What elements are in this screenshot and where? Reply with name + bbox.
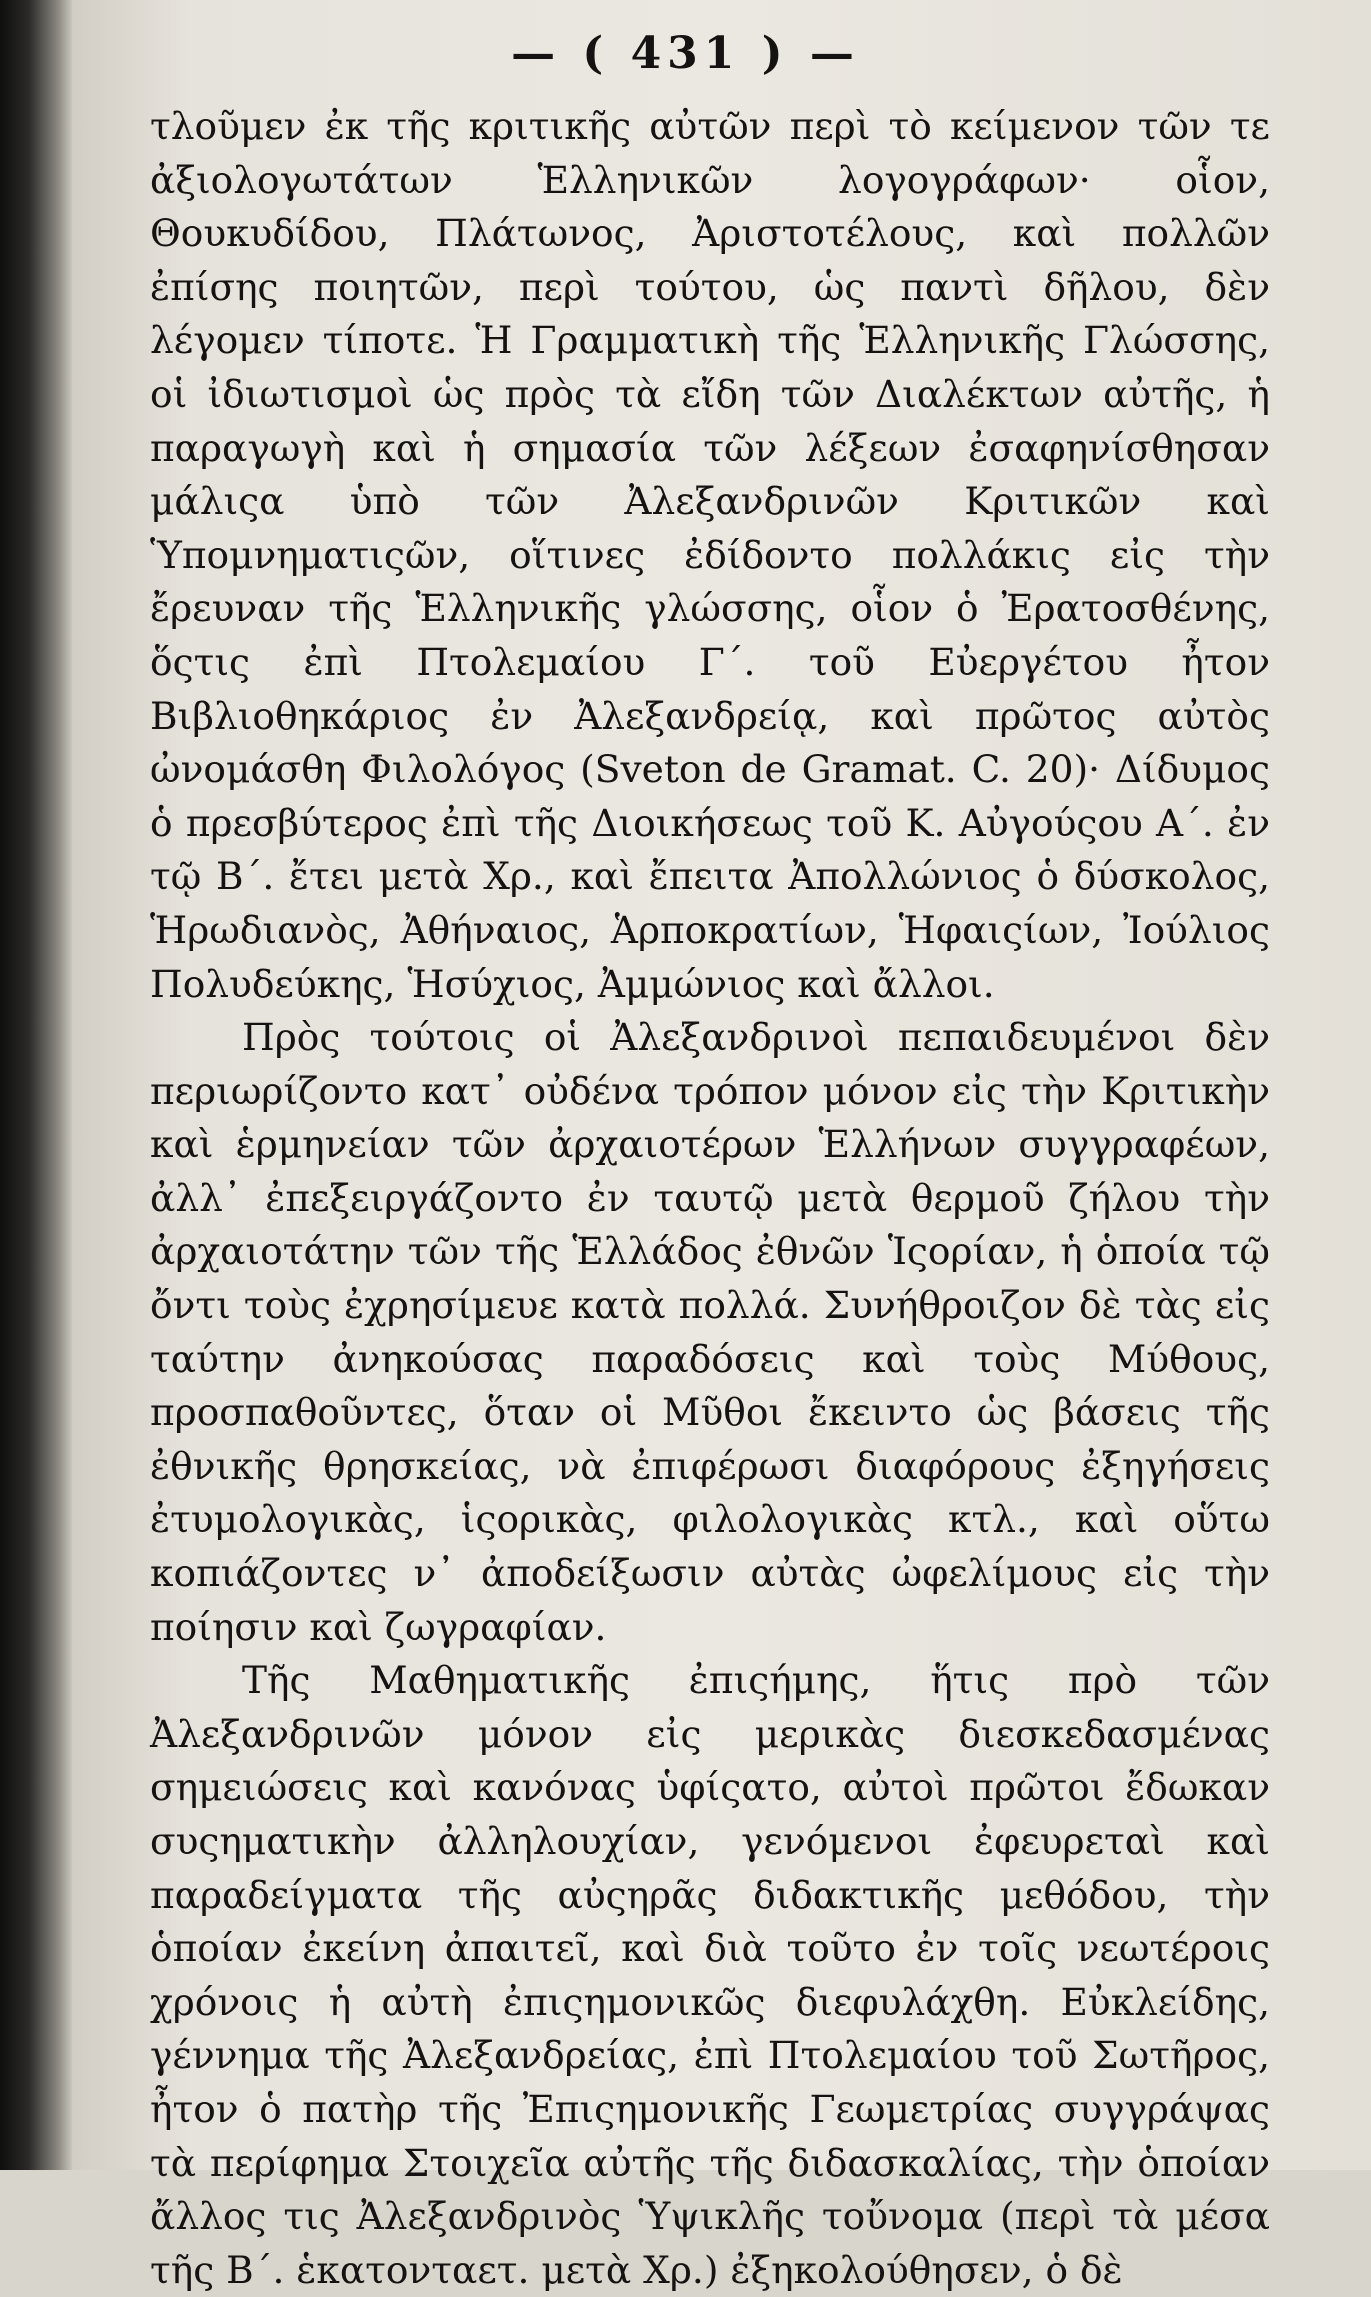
page-number-header: — ( 431 ) — — [511, 28, 860, 79]
body-text — [150, 100, 1270, 2292]
book-spine-shadow — [0, 0, 72, 2170]
paragraph-2: Πρὸς τούτοις οἱ Ἀλεξανδρινοὶ πεπαιδευμένοι δὲν περιωρίζοντο κατ᾽ οὐδένα τρόπον μόνον εἰς τὴν Κριτικὴν καὶ ἑρμηνείαν τῶν ἀρχαιοτέρων Ἑλλήνων συγγραφέων, ἀλλ᾽ ἐπεξειργάζοντο ἐν ταυτῷ μετὰ θερμοῦ ζήλου τὴν ἀρχαιοτάτην τῶν τῆς Ἑλλάδος ἐθνῶν Ἱςορίαν, ἡ ὁποία τῷ ὄντι τοὺς ἐχρησίμευε κατὰ πολλά. Συνήθροιζον δὲ τὰς εἰς ταύτην ἀνηκούσας παραδόσεις καὶ τοὺς Μύθους, προσπαθοῦντες, ὅταν οἱ Μῦθοι ἔκειντο ὡς βάσεις τῆς ἐθνικῆς θρησκείας, νὰ ἐπιφέρωσι διαφόρους ἐξηγήσεις ἐτυμολογικὰς, ἱςορικὰς, φιλολογικὰς κτλ., καὶ οὕτω κοπιάζοντες ν᾽ ἀποδείξωσιν αὐτὰς ὠφελίμους εἰς τὴν ποίησιν καὶ ζωγραφίαν. — [150, 1015, 1270, 1649]
paragraph-1: τλοῦμεν ἐκ τῆς κριτικῆς αὐτῶν περὶ τὸ κείμενον τῶν τε ἀξιολογωτάτων Ἑλληνικῶν λογογράφων· οἷον, Θουκυδίδου, Πλάτωνος, Ἀριστοτέλους, καὶ πολλῶν ἐπίσης ποιητῶν, περὶ τούτου, ὡς παντὶ δῆλου, δὲν λέγομεν τίποτε. Ἡ Γραμματικὴ τῆς Ἑλληνικῆς Γλώσσης, οἱ ἰδιωτισμοὶ ὡς πρὸς τὰ εἴδη τῶν Διαλέκτων αὐτῆς, ἡ παραγωγὴ καὶ ἡ σημασία τῶν λέξεων ἐσαφηνίσθησαν μάλιςα ὑπὸ τῶν Ἀλεξανδρινῶν Κριτικῶν καὶ Ὑπομνηματιςῶν, οἵτινες ἐδίδοντο πολλάκις εἰς τὴν ἔρευναν τῆς Ἑλληνικῆς γλώσσης, οἷον ὁ Ἐρατοσθένης, ὅςτις ἐπὶ Πτολεμαίου Γ΄. τοῦ Εὐεργέτου ἦτον Βιβλιοθηκάριος ἐν Ἀλεξανδρείᾳ, καὶ πρῶτος αὐτὸς ὠνομάσθη Φιλολόγος (Sveton de Gramat. C. 20)· Δίδυμος ὁ πρεσβύτερος ἐπὶ τῆς Διοικήσεως τοῦ Κ. Αὐγούςου Α΄. ἐν τῷ Β΄. ἔτει μετὰ Χρ., καὶ ἔπειτα Ἀπολλώνιος ὁ δύσκολος, Ἡρωδιανὸς, Ἀθήναιος, Ἁρποκρατίων, Ἡφαιςίων, Ἰούλιος Πολυδεύκης, Ἡσύχιος, Ἀμμώνιος καὶ ἄλλοι. — [150, 104, 1270, 1006]
paragraph-3: Τῆς Μαθηματικῆς ἐπιςήμης, ἥτις πρὸ τῶν Ἀλεξανδρινῶν μόνον εἰς μερικὰς διεσκεδασμένας σημειώσεις καὶ κανόνας ὑφίςατο, αὐτοὶ πρῶτοι ἔδωκαν συςηματικὴν ἀλληλουχίαν, γενόμενοι ἐφευρεταὶ καὶ παραδείγματα τῆς αὐςηρᾶς διδακτικῆς μεθόδου, τὴν ὁποίαν ἐκείνη ἀπαιτεῖ, καὶ διὰ τοῦτο ἐν τοῖς νεωτέροις χρόνοις ἡ αὐτὴ ἐπιςημονικῶς διεφυλάχθη. Εὐκλείδης, γέννημα τῆς Ἀλεξανδρείας, ἐπὶ Πτολεμαίου τοῦ Σωτῆρος, ἦτον ὁ πατὴρ τῆς Ἐπιςημονικῆς Γεωμετρίας συγγράψας τὰ περίφημα Στοιχεῖα αὐτῆς τῆς διδασκαλίας, τὴν ὁποίαν ἄλλος τις Ἀλεξανδρινὸς Ὑψικλῆς τοὔνομα (περὶ τὰ μέσα τῆς Β΄. ἑκατονταετ. μετὰ Χρ.) ἐξηκολούθησεν, ὁ δὲ — [150, 1658, 1270, 2292]
